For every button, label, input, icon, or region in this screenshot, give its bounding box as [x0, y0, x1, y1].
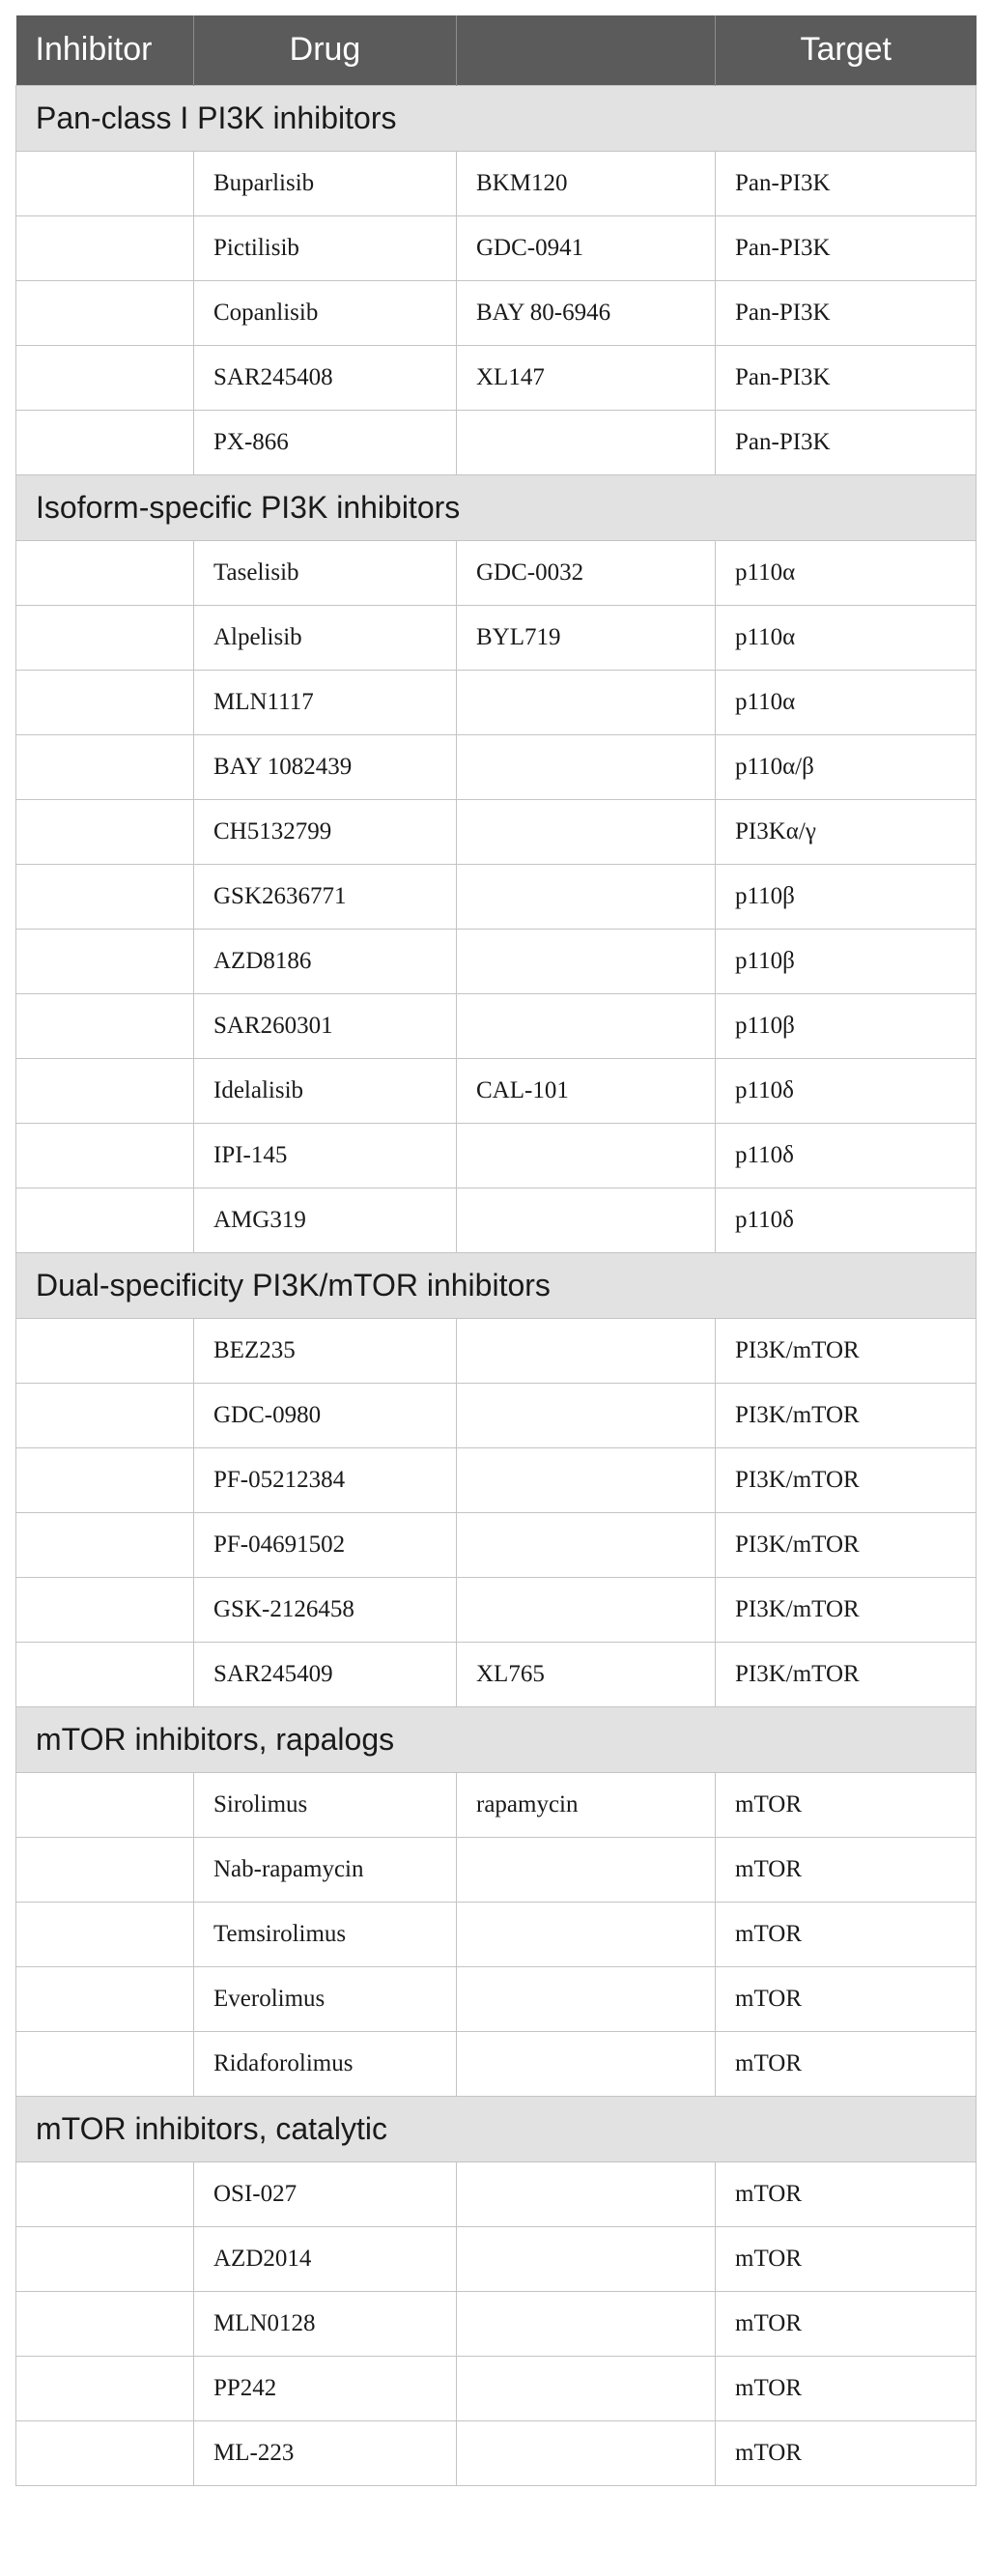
header-drug: Drug — [194, 15, 457, 85]
table-row — [16, 1966, 977, 2031]
alias-cell: XL765 — [457, 1642, 716, 1706]
alias-cell — [457, 993, 716, 1058]
drug-cell: BAY 1082439 — [194, 734, 457, 799]
inhibitor-cell — [16, 993, 194, 1058]
alias-cell — [457, 1318, 716, 1383]
inhibitor-cell — [16, 799, 194, 864]
inhibitor-cell — [16, 734, 194, 799]
inhibitor-cell — [16, 1318, 194, 1383]
table-row — [16, 1058, 977, 1123]
drug-cell: AZD8186 — [194, 929, 457, 993]
table-row — [16, 2291, 977, 2356]
alias-cell — [457, 670, 716, 734]
target-cell: PI3K/mTOR — [716, 1642, 977, 1706]
table-row — [16, 799, 977, 864]
drug-cell: SAR245409 — [194, 1642, 457, 1706]
inhibitor-cell — [16, 1902, 194, 1966]
target-cell: mTOR — [716, 1966, 977, 2031]
target-cell: p110α/β — [716, 734, 977, 799]
inhibitor-cell — [16, 280, 194, 345]
drug-cell: Idelalisib — [194, 1058, 457, 1123]
table-row — [16, 151, 977, 215]
target-cell: mTOR — [716, 2226, 977, 2291]
target-cell: Pan-PI3K — [716, 345, 977, 410]
inhibitor-cell — [16, 151, 194, 215]
alias-cell — [457, 410, 716, 474]
section-title: mTOR inhibitors, catalytic — [16, 2096, 977, 2161]
section-title: Isoform-specific PI3K inhibitors — [16, 474, 977, 540]
alias-cell — [457, 2031, 716, 2096]
table-row — [16, 540, 977, 605]
target-cell: mTOR — [716, 1837, 977, 1902]
inhibitor-cell — [16, 929, 194, 993]
section-row — [16, 85, 977, 151]
target-cell: mTOR — [716, 1772, 977, 1837]
table-row — [16, 1318, 977, 1383]
section-row — [16, 474, 977, 540]
alias-cell — [457, 1383, 716, 1447]
table-row — [16, 734, 977, 799]
inhibitor-cell — [16, 670, 194, 734]
alias-cell: rapamycin — [457, 1772, 716, 1837]
alias-cell: BKM120 — [457, 151, 716, 215]
drug-cell: MLN0128 — [194, 2291, 457, 2356]
section-title: mTOR inhibitors, rapalogs — [16, 1706, 977, 1772]
table-row — [16, 2031, 977, 2096]
table-row — [16, 2226, 977, 2291]
inhibitor-cell — [16, 2420, 194, 2485]
target-cell: p110δ — [716, 1188, 977, 1252]
inhibitor-cell — [16, 1058, 194, 1123]
alias-cell — [457, 2420, 716, 2485]
target-cell: p110δ — [716, 1058, 977, 1123]
table-row — [16, 1837, 977, 1902]
drug-cell: BEZ235 — [194, 1318, 457, 1383]
inhibitor-cell — [16, 1188, 194, 1252]
drug-cell: Nab-rapamycin — [194, 1837, 457, 1902]
table-row — [16, 345, 977, 410]
alias-cell — [457, 1188, 716, 1252]
table-row — [16, 1383, 977, 1447]
target-cell: mTOR — [716, 2291, 977, 2356]
drug-cell: AMG319 — [194, 1188, 457, 1252]
alias-cell — [457, 1512, 716, 1577]
alias-cell — [457, 799, 716, 864]
drug-cell: GSK-2126458 — [194, 1577, 457, 1642]
inhibitor-cell — [16, 2161, 194, 2226]
drug-cell: SAR260301 — [194, 993, 457, 1058]
table-row — [16, 993, 977, 1058]
inhibitor-cell — [16, 1123, 194, 1188]
target-cell: mTOR — [716, 2161, 977, 2226]
table-row — [16, 410, 977, 474]
drug-cell: Buparlisib — [194, 151, 457, 215]
section-row — [16, 1252, 977, 1318]
inhibitor-cell — [16, 1577, 194, 1642]
inhibitor-cell — [16, 1512, 194, 1577]
inhibitor-cell — [16, 2031, 194, 2096]
target-cell: PI3K/mTOR — [716, 1577, 977, 1642]
inhibitor-cell — [16, 1966, 194, 2031]
section-row — [16, 2096, 977, 2161]
alias-cell — [457, 2161, 716, 2226]
table-container — [15, 15, 976, 2486]
drug-cell: Copanlisib — [194, 280, 457, 345]
target-cell: Pan-PI3K — [716, 280, 977, 345]
drug-cell: Pictilisib — [194, 215, 457, 280]
inhibitor-cell — [16, 1837, 194, 1902]
drug-cell: PF-05212384 — [194, 1447, 457, 1512]
alias-cell: GDC-0941 — [457, 215, 716, 280]
header-inhibitor: Inhibitor — [16, 15, 194, 85]
inhibitor-cell — [16, 1383, 194, 1447]
alias-cell — [457, 1966, 716, 2031]
section-title: Dual-specificity PI3K/mTOR inhibitors — [16, 1252, 977, 1318]
alias-cell: GDC-0032 — [457, 540, 716, 605]
alias-cell — [457, 929, 716, 993]
alias-cell: BAY 80-6946 — [457, 280, 716, 345]
target-cell: PI3K/mTOR — [716, 1318, 977, 1383]
table-row — [16, 280, 977, 345]
drug-cell: PF-04691502 — [194, 1512, 457, 1577]
drug-cell: Ridaforolimus — [194, 2031, 457, 2096]
alias-cell: BYL719 — [457, 605, 716, 670]
target-cell: Pan-PI3K — [716, 410, 977, 474]
inhibitor-table — [15, 15, 977, 2486]
inhibitor-cell — [16, 1447, 194, 1512]
drug-cell: Everolimus — [194, 1966, 457, 2031]
table-row — [16, 864, 977, 929]
table-row — [16, 670, 977, 734]
table-row — [16, 605, 977, 670]
table-row — [16, 215, 977, 280]
table-row — [16, 1123, 977, 1188]
target-cell: p110β — [716, 993, 977, 1058]
target-cell: mTOR — [716, 2356, 977, 2420]
target-cell: p110β — [716, 864, 977, 929]
table-row — [16, 1512, 977, 1577]
table-row — [16, 1902, 977, 1966]
alias-cell: XL147 — [457, 345, 716, 410]
target-cell: mTOR — [716, 2031, 977, 2096]
drug-cell: AZD2014 — [194, 2226, 457, 2291]
target-cell: PI3K/mTOR — [716, 1447, 977, 1512]
inhibitor-cell — [16, 540, 194, 605]
target-cell: p110α — [716, 605, 977, 670]
target-cell: p110α — [716, 670, 977, 734]
drug-cell: GSK2636771 — [194, 864, 457, 929]
alias-cell — [457, 2356, 716, 2420]
alias-cell — [457, 2226, 716, 2291]
section-row — [16, 1706, 977, 1772]
drug-cell: PP242 — [194, 2356, 457, 2420]
alias-cell — [457, 1902, 716, 1966]
target-cell: p110β — [716, 929, 977, 993]
drug-cell: PX-866 — [194, 410, 457, 474]
inhibitor-cell — [16, 605, 194, 670]
alias-cell — [457, 734, 716, 799]
alias-cell: CAL-101 — [457, 1058, 716, 1123]
alias-cell — [457, 1577, 716, 1642]
inhibitor-cell — [16, 215, 194, 280]
target-cell: Pan-PI3K — [716, 215, 977, 280]
target-cell: p110δ — [716, 1123, 977, 1188]
alias-cell — [457, 2291, 716, 2356]
drug-cell: MLN1117 — [194, 670, 457, 734]
header-alias — [457, 15, 716, 85]
table-row — [16, 1577, 977, 1642]
drug-cell: Alpelisib — [194, 605, 457, 670]
alias-cell — [457, 1837, 716, 1902]
target-cell: PI3K/mTOR — [716, 1512, 977, 1577]
inhibitor-cell — [16, 2291, 194, 2356]
table-row — [16, 929, 977, 993]
table-row — [16, 1642, 977, 1706]
table-row — [16, 2420, 977, 2485]
inhibitor-cell — [16, 2226, 194, 2291]
drug-cell: Sirolimus — [194, 1772, 457, 1837]
drug-cell: Taselisib — [194, 540, 457, 605]
target-cell: PI3K/mTOR — [716, 1383, 977, 1447]
drug-cell: ML-223 — [194, 2420, 457, 2485]
table-row — [16, 2161, 977, 2226]
section-title: Pan-class I PI3K inhibitors — [16, 85, 977, 151]
drug-cell: GDC-0980 — [194, 1383, 457, 1447]
inhibitor-cell — [16, 345, 194, 410]
inhibitor-cell — [16, 1772, 194, 1837]
drug-cell: Temsirolimus — [194, 1902, 457, 1966]
drug-cell: CH5132799 — [194, 799, 457, 864]
drug-cell: IPI-145 — [194, 1123, 457, 1188]
header-row — [16, 15, 977, 85]
table-row — [16, 2356, 977, 2420]
alias-cell — [457, 1447, 716, 1512]
target-cell: mTOR — [716, 1902, 977, 1966]
table-row — [16, 1772, 977, 1837]
table-body — [16, 85, 977, 2485]
inhibitor-cell — [16, 1642, 194, 1706]
inhibitor-cell — [16, 2356, 194, 2420]
target-cell: mTOR — [716, 2420, 977, 2485]
table-header — [16, 15, 977, 85]
header-target: Target — [716, 15, 977, 85]
table-row — [16, 1447, 977, 1512]
alias-cell — [457, 864, 716, 929]
target-cell: p110α — [716, 540, 977, 605]
inhibitor-cell — [16, 864, 194, 929]
alias-cell — [457, 1123, 716, 1188]
table-row — [16, 1188, 977, 1252]
target-cell: Pan-PI3K — [716, 151, 977, 215]
drug-cell: SAR245408 — [194, 345, 457, 410]
target-cell: PI3Kα/γ — [716, 799, 977, 864]
drug-cell: OSI-027 — [194, 2161, 457, 2226]
inhibitor-cell — [16, 410, 194, 474]
